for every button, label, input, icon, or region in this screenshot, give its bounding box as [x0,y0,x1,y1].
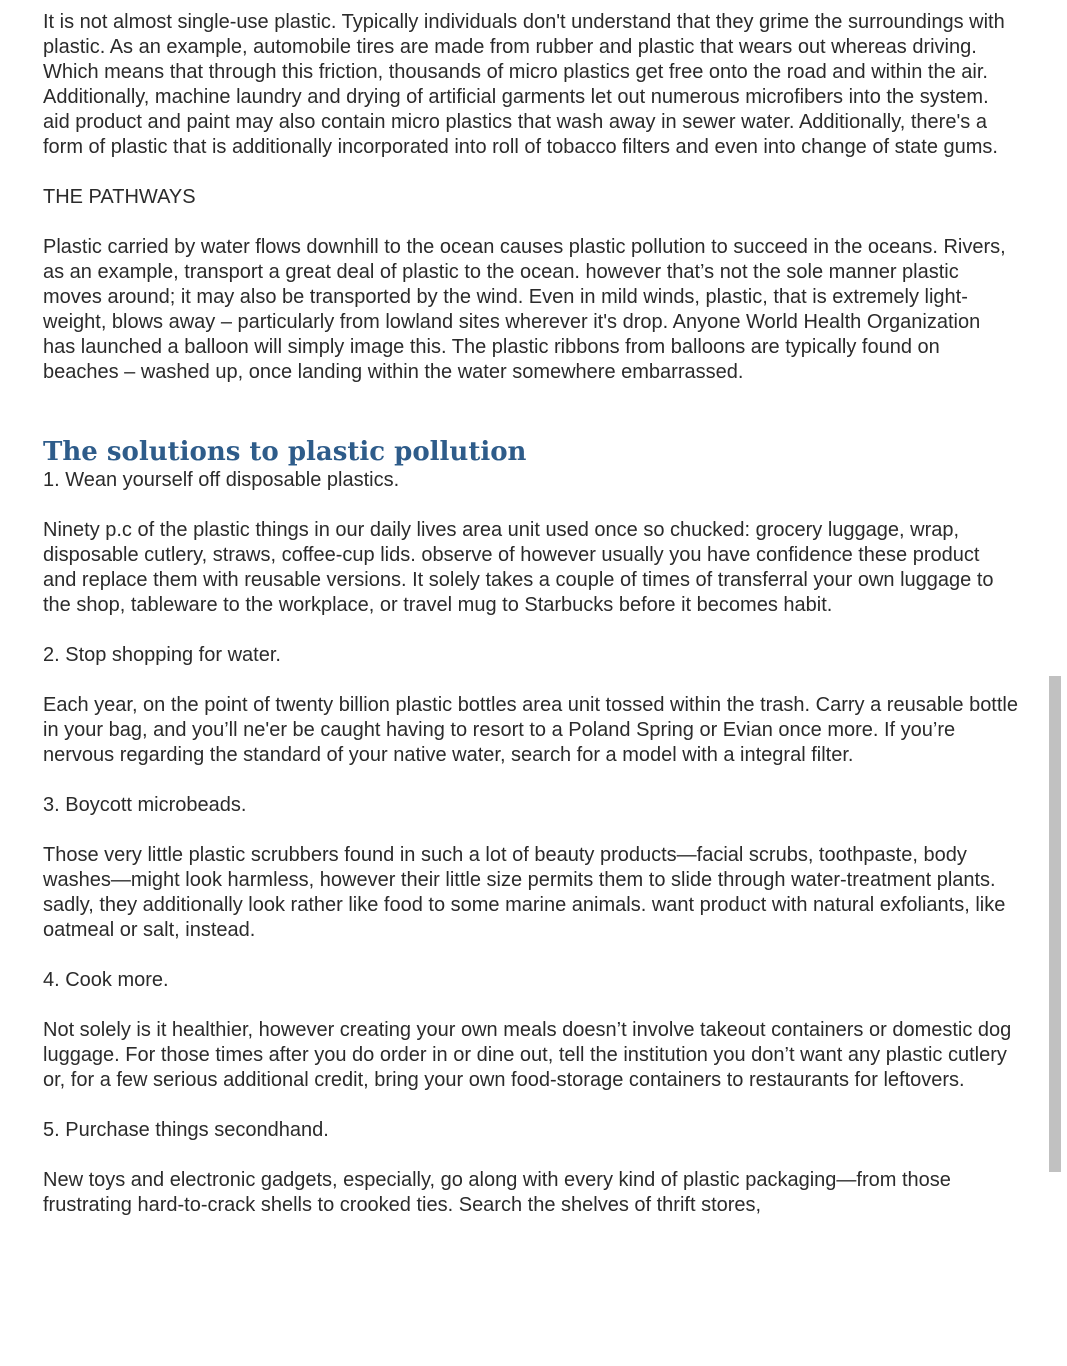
solution-body-4: Not solely is it healthier, however creating your own meals doesn’t involve takeout containers or domestic dog luggage. For those times after you do order in or dine out, tell the institution you don’t want any plastic cutlery or, for a few serious additional credit, bring your own food-storage containers to restaurants for leftovers. [43,1019,1012,1091]
solution-title-5: 5. Purchase things secondhand. [43,1119,329,1141]
pathways-label: THE PATHWAYS [43,186,196,208]
solution-body-3: Those very little plastic scrubbers found in such a lot of beauty products—facial scrubs, toothpaste, body washes—might look harmless, however their little size permits them to slide through water-treatment plants. sadly, they additionally look rather like food to some marine animals. want product with natural exfoliants, like oatmeal or salt, instead. [43,844,1006,941]
intro-paragraph: It is not almost single-use plastic. Typically individuals don't understand that they grime the surroundings with plastic. As an example, automobile tires are made from rubber and plastic that wears out whereas driving. Which means that through this friction, thousands of micro plastics get free onto the road and within the air. Additionally, machine laundry and drying of artificial garments let out numerous microfibers into the system. aid product and paint may also contain micro plastics that wash away in sewer water. Additionally, there's a form of plastic that is additionally incorporated into roll of tobacco filters and even into change of state gums. [43,11,1005,158]
solution-title-1: 1. Wean yourself off disposable plastics. [43,469,400,491]
solution-title-4: 4. Cook more. [43,969,169,991]
solutions-heading: The solutions to plastic pollution [43,437,527,467]
scrollbar-thumb[interactable] [1049,676,1061,1172]
document-page [43,10,1018,1218]
solution-body-2: Each year, on the point of twenty billion plastic bottles area unit tossed within the trash. Carry a reusable bottle in your bag, and you’ll ne'er be caught having to resort to a Poland Spring or Evian once more. If you’re nervous regarding the standard of your native water, search for a model with a integral filter. [43,694,1018,766]
pathways-paragraph: Plastic carried by water flows downhill to the ocean causes plastic pollution to succeed in the oceans. Rivers, as an example, transport a great deal of plastic to the ocean. however that’s not the sole manner plastic moves around; it may also be transported by the wind. Even in mild winds, plastic, that is extremely light-weight, blows away – particularly from lowland sites wherever it's drop. Anyone World Health Organization has launched a balloon will simply image this. The plastic ribbons from balloons are typically found on beaches – washed up, once landing within the water somewhere embarrassed. [43,236,1006,383]
solution-body-1: Ninety p.c of the plastic things in our daily lives area unit used once so chucked: grocery luggage, wrap, disposable cutlery, straws, coffee-cup lids. observe of however usually you have confidence these product and replace them with reusable versions. It solely takes a couple of times of transferral your own luggage to the shop, tableware to the workplace, or travel mug to Starbucks before it becomes habit. [43,519,994,616]
solution-title-2: 2. Stop shopping for water. [43,644,281,666]
solution-body-5: New toys and electronic gadgets, especially, go along with every kind of plastic packaging—from those frustrating hard-to-crack shells to crooked ties. Search the shelves of thrift stores, [43,1169,951,1216]
solution-title-3: 3. Boycott microbeads. [43,794,247,816]
